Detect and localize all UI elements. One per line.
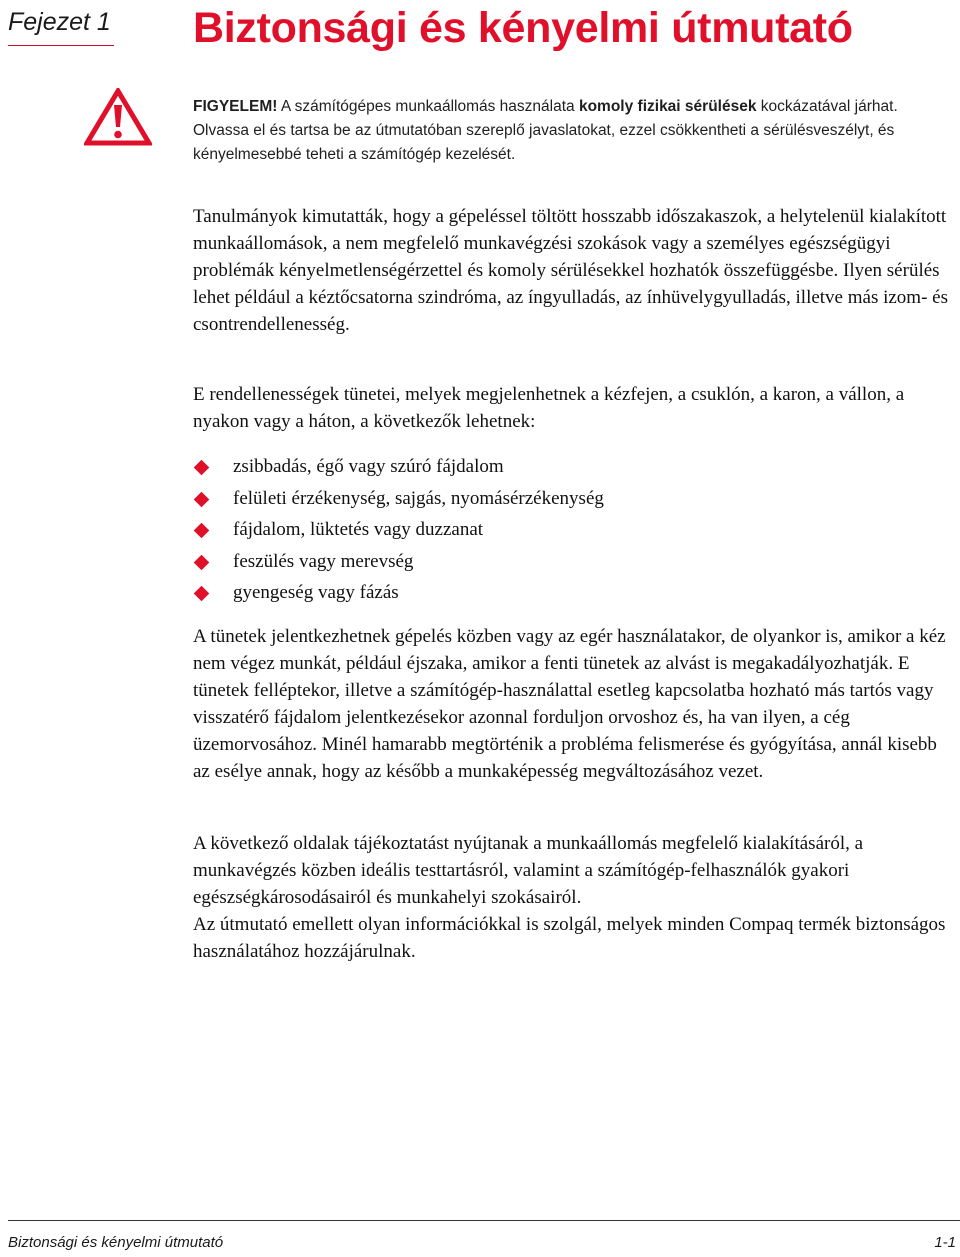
warning-text-start: A számítógépes munkaállomás használata — [280, 98, 575, 115]
page-title: Biztonsági és kényelmi útmutató — [193, 4, 853, 52]
warning-triangle-icon — [84, 88, 152, 146]
diamond-bullet-icon — [194, 523, 210, 539]
paragraph-symptoms-intro: E rendellenességek tünetei, melyek megjelenhetnek a kézfejen, a csuklón, a karon, a vállon, a nyakon vagy a háton, a következők lehetnek: — [193, 384, 905, 432]
list-item — [193, 516, 933, 548]
chapter-underline — [8, 45, 114, 46]
symptom-label: fájdalom, lüktetés vagy duzzanat — [233, 519, 484, 540]
symptom-label: gyengeség vagy fázás — [233, 582, 399, 603]
symptom-label: zsibbadás, égő vagy szúró fájdalom — [233, 456, 504, 477]
list-item — [193, 548, 933, 580]
warning-text-end: kockázatával járhat. Olvassa el és tartsa be az útmutatóban szereplő javaslatokat, ezzel csökkentheti a sérülésveszélyt, és kényelmesebbé teheti a számítógép kezelését. — [193, 98, 898, 163]
paragraph-studies: Tanulmányok kimutatták, hogy a gépeléssel töltött hosszabb időszakaszok, a helytelenül kialakított munkaállomások, a nem megfelelő munkavégzési szokások vagy a személyes egészségügyi problémák kényelmetlenségérzettel és komoly sérülésekkel hozhatók összefüggésbe. Ilyen sérülés lehet például a kéztőcsatorna szindróma, az íngyulladás, az ínhüvelygyulladás, illetve más izom- és csontrendellenesség. — [193, 206, 948, 335]
diamond-bullet-icon — [194, 491, 210, 507]
warning-notice — [193, 95, 953, 167]
paragraph-symptom-advice: A tünetek jelentkezhetnek gépelés közben vagy az egér használatakor, de olyankor is, amikor a kéz nem végez munkát, például éjszaka, amikor a fenti tünetek az alvást is megakadályozhatják. E tünetek felléptekor, illetve a számítógép-használattal esetleg kapcsolatba hozható más tartós vagy visszatérő fájdalom jelentkezésekor azonnal forduljon orvoshoz és, ha van ilyen, a cég üzemorvosához. Minél hamarabb megtörténik a probléma felismerése és gyógyítása, annál kisebb az esélye annak, hogy az később a munkaképesség megváltozásához vezet. — [193, 626, 946, 782]
footer-title: Biztonsági és kényelmi útmutató — [8, 1234, 224, 1251]
paragraph-following-pages: A következő oldalak tájékoztatást nyújtanak a munkaállomás megfelelő kialakításáról, a munkavégzés közben ideális testtartásról, valamint a számítógép-felhasználók gyakori egészségkárosodásairól és munkahelyi szokásairól. — [193, 833, 864, 908]
chapter-label: Fejezet 1 — [8, 8, 111, 36]
list-item — [193, 453, 933, 485]
page-number: 1-1 — [934, 1234, 956, 1251]
list-item — [193, 485, 933, 517]
footer-divider — [8, 1220, 960, 1221]
symptom-label: felületi érzékenység, sajgás, nyomásérzékenység — [233, 487, 604, 509]
diamond-bullet-icon — [194, 554, 210, 570]
paragraph-compaq-safety: Az útmutató emellett olyan információkkal is szolgál, melyek minden Compaq termék biztonságos használatához hozzájárulnak. — [193, 914, 946, 962]
warning-label: FIGYELEM! — [193, 98, 278, 115]
symptom-label: feszülés vagy merevség — [233, 550, 414, 572]
warning-bold-phrase: komoly fizikai sérülések — [578, 98, 757, 115]
diamond-bullet-icon — [194, 586, 210, 602]
list-item — [193, 579, 933, 611]
symptom-list — [193, 453, 933, 611]
diamond-bullet-icon — [194, 460, 210, 476]
